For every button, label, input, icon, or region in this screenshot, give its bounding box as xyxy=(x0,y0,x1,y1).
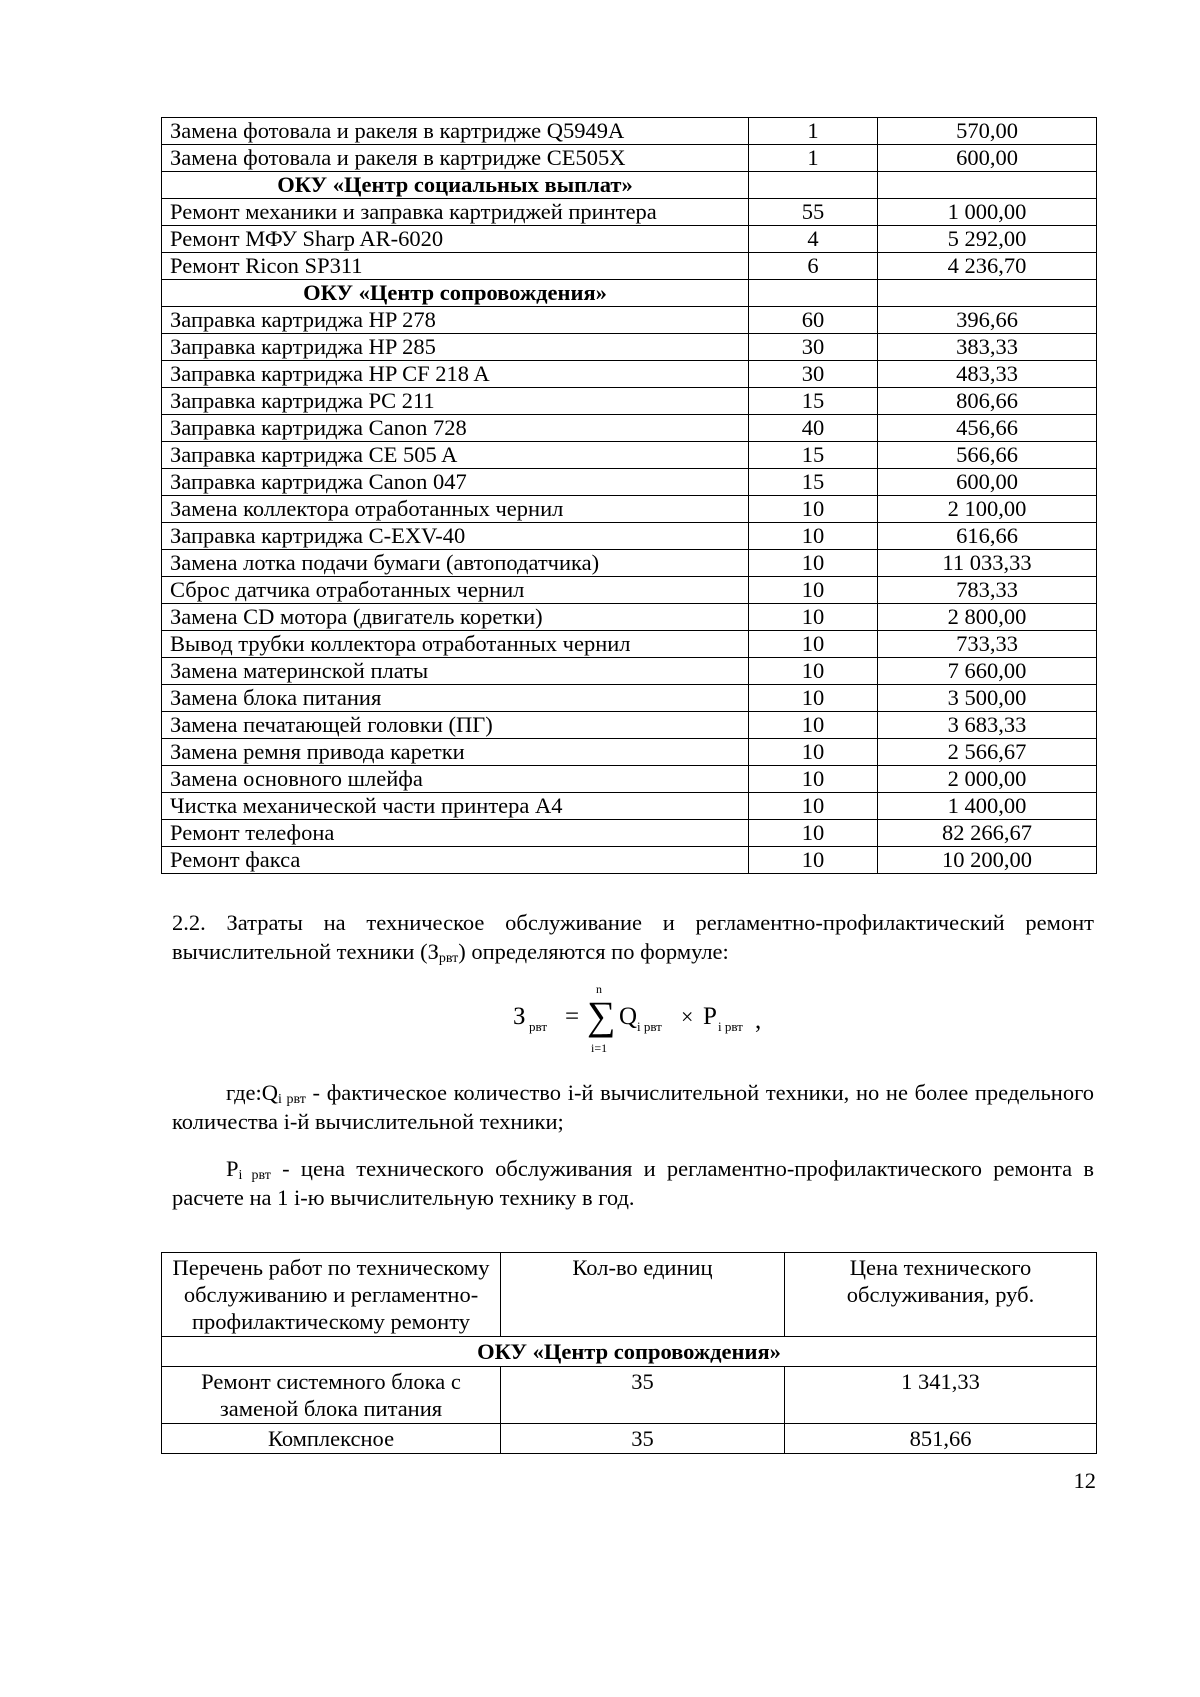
table-row xyxy=(162,307,1097,334)
price-cell: 783,33 xyxy=(878,577,1097,604)
qty-cell: 1 xyxy=(749,145,878,172)
price-cell: 456,66 xyxy=(878,415,1097,442)
table-row xyxy=(162,523,1097,550)
table-row xyxy=(162,577,1097,604)
qty-cell: 4 xyxy=(749,226,878,253)
price-cell xyxy=(878,280,1097,307)
qty-cell xyxy=(749,172,878,199)
name-cell: Замена CD мотора (двигатель коретки) xyxy=(162,604,749,631)
table-row xyxy=(162,550,1097,577)
price-cell: 3 500,00 xyxy=(878,685,1097,712)
table-row xyxy=(162,415,1097,442)
name-cell: Замена материнской платы xyxy=(162,658,749,685)
name-cell: Замена печатающей головки (ПГ) xyxy=(162,712,749,739)
services-price-table xyxy=(161,117,1097,874)
price-cell: 851,66 xyxy=(785,1424,1097,1454)
price-cell: 806,66 xyxy=(878,388,1097,415)
section-row xyxy=(162,172,1097,199)
table-row xyxy=(162,604,1097,631)
para-text: где:Q xyxy=(226,1080,279,1105)
qty-cell: 10 xyxy=(749,712,878,739)
formula-sum: ∑ xyxy=(587,993,616,1038)
name-cell: Замена коллектора отработанных чернил xyxy=(162,496,749,523)
name-cell: Замена ремня привода каретки xyxy=(162,739,749,766)
name-cell: Ремонт Ricon SP311 xyxy=(162,253,749,280)
qty-cell xyxy=(749,280,878,307)
name-cell: Заправка картриджа HP CF 218 A xyxy=(162,361,749,388)
qty-cell: 55 xyxy=(749,199,878,226)
qty-cell: 35 xyxy=(501,1367,785,1424)
formula-svg xyxy=(513,984,763,1056)
price-cell: 2 100,00 xyxy=(878,496,1097,523)
qty-cell: 10 xyxy=(749,739,878,766)
table-row xyxy=(162,658,1097,685)
table-row xyxy=(162,442,1097,469)
name-cell: Заправка картриджа C-EXV-40 xyxy=(162,523,749,550)
price-cell: 2 800,00 xyxy=(878,604,1097,631)
qty-cell: 10 xyxy=(749,793,878,820)
price-cell: 600,00 xyxy=(878,469,1097,496)
name-cell: Ремонт системного блока с заменой блока питания xyxy=(162,1367,501,1424)
price-cell: 7 660,00 xyxy=(878,658,1097,685)
price-cell: 3 683,33 xyxy=(878,712,1097,739)
price-cell: 11 033,33 xyxy=(878,550,1097,577)
price-cell: 2 566,67 xyxy=(878,739,1097,766)
formula-lhs: З xyxy=(513,1003,526,1030)
qty-cell: 30 xyxy=(749,361,878,388)
qty-cell: 10 xyxy=(749,523,878,550)
para-text: 2.2. Затраты на техническое обслуживание и регламентно-профилактический ремонт вычислительной техники (З xyxy=(172,910,1094,964)
formula-eq: = xyxy=(565,1003,580,1030)
qty-cell: 10 xyxy=(749,550,878,577)
qty-cell: 10 xyxy=(749,496,878,523)
subscript: i рвт xyxy=(238,1168,271,1183)
price-cell: 1 400,00 xyxy=(878,793,1097,820)
formula-sum-bottom: i=1 xyxy=(591,1041,608,1055)
table-row xyxy=(162,820,1097,847)
price-cell: 82 266,67 xyxy=(878,820,1097,847)
subscript: i рвт xyxy=(278,1092,306,1107)
formula-q-sub: i рвт xyxy=(637,1019,662,1034)
header-cell: Цена технического обслуживания, руб. xyxy=(785,1253,1097,1337)
qty-cell: 10 xyxy=(749,685,878,712)
maintenance-price-table xyxy=(161,1252,1097,1454)
name-cell: Чистка механической части принтера А4 xyxy=(162,793,749,820)
formula-p: P xyxy=(703,1003,717,1030)
price-cell: 616,66 xyxy=(878,523,1097,550)
formula-sum-top: n xyxy=(596,982,602,996)
subscript: рвт xyxy=(438,951,459,966)
price-cell: 5 292,00 xyxy=(878,226,1097,253)
qty-cell: 10 xyxy=(749,766,878,793)
price-cell: 1 000,00 xyxy=(878,199,1097,226)
qty-cell: 10 xyxy=(749,604,878,631)
name-cell: Замена фотовала и ракеля в картридже Q5949A xyxy=(162,118,749,145)
table-row xyxy=(162,469,1097,496)
qty-cell: 10 xyxy=(749,820,878,847)
name-cell: Заправка картриджа CE 505 A xyxy=(162,442,749,469)
name-cell: Замена блока питания xyxy=(162,685,749,712)
name-cell: Заправка картриджа HP 278 xyxy=(162,307,749,334)
qty-cell: 6 xyxy=(749,253,878,280)
section-row xyxy=(162,280,1097,307)
para-text: - фактическое количество i-й вычислительной техники, но не более предельного количества i-й вычислительной техники; xyxy=(172,1080,1094,1134)
table-row xyxy=(162,496,1097,523)
table-row xyxy=(162,766,1097,793)
para-text: - цена технического обслуживания и регламентно-профилактического ремонта в расчете на 1 i-ю вычислительную технику в год. xyxy=(172,1156,1094,1210)
price-cell: 483,33 xyxy=(878,361,1097,388)
name-cell: Ремонт механики и заправка картриджей принтера xyxy=(162,199,749,226)
page-content xyxy=(161,117,1096,1494)
qty-cell: 35 xyxy=(501,1424,785,1454)
paragraph-where-p xyxy=(172,1154,1094,1212)
price-cell: 1 341,33 xyxy=(785,1367,1097,1424)
page-number: 12 xyxy=(1073,1468,1096,1493)
qty-cell: 10 xyxy=(749,631,878,658)
para-text: ) определяются по формуле: xyxy=(458,939,729,964)
table-row xyxy=(162,739,1097,766)
price-cell: 10 200,00 xyxy=(878,847,1097,874)
price-cell: 396,66 xyxy=(878,307,1097,334)
formula-lhs-sub: рвт xyxy=(529,1019,547,1034)
table-row xyxy=(162,847,1097,874)
table-row xyxy=(162,199,1097,226)
section-cell: ОКУ «Центр социальных выплат» xyxy=(162,172,749,199)
table-row xyxy=(162,1367,1097,1424)
name-cell: Ремонт МФУ Sharp AR-6020 xyxy=(162,226,749,253)
table-row xyxy=(162,334,1097,361)
table-row xyxy=(162,226,1097,253)
section-cell: ОКУ «Центр сопровождения» xyxy=(162,280,749,307)
name-cell: Комплексное xyxy=(162,1424,501,1454)
qty-cell: 10 xyxy=(749,658,878,685)
section-row xyxy=(162,1337,1097,1367)
name-cell: Сброс датчика отработанных чернил xyxy=(162,577,749,604)
qty-cell: 15 xyxy=(749,442,878,469)
name-cell: Замена основного шлейфа xyxy=(162,766,749,793)
name-cell: Заправка картриджа HP 285 xyxy=(162,334,749,361)
table-row xyxy=(162,685,1097,712)
price-cell: 570,00 xyxy=(878,118,1097,145)
qty-cell: 30 xyxy=(749,334,878,361)
header-cell: Кол-во единиц xyxy=(501,1253,785,1337)
formula xyxy=(513,984,1096,1056)
qty-cell: 10 xyxy=(749,577,878,604)
table-row xyxy=(162,712,1097,739)
formula-q: Q xyxy=(619,1003,638,1030)
qty-cell: 10 xyxy=(749,847,878,874)
header-cell: Перечень работ по техническому обслуживанию и регламентно-профилактическому ремонту xyxy=(162,1253,501,1337)
qty-cell: 60 xyxy=(749,307,878,334)
name-cell: Заправка картриджа Canon 047 xyxy=(162,469,749,496)
table-row xyxy=(162,145,1097,172)
price-cell: 383,33 xyxy=(878,334,1097,361)
formula-comma: , xyxy=(755,1007,762,1034)
name-cell: Вывод трубки коллектора отработанных чернил xyxy=(162,631,749,658)
section-cell: ОКУ «Центр сопровождения» xyxy=(162,1337,1097,1367)
qty-cell: 15 xyxy=(749,469,878,496)
name-cell: Заправка картриджа Canon 728 xyxy=(162,415,749,442)
name-cell: Замена фотовала и ракеля в картридже CE505X xyxy=(162,145,749,172)
table-row xyxy=(162,631,1097,658)
paragraph-2-2 xyxy=(172,908,1094,966)
para-text: P xyxy=(226,1156,239,1181)
price-cell: 4 236,70 xyxy=(878,253,1097,280)
qty-cell: 40 xyxy=(749,415,878,442)
table-row xyxy=(162,253,1097,280)
price-cell: 566,66 xyxy=(878,442,1097,469)
name-cell: Замена лотка подачи бумаги (автоподатчика) xyxy=(162,550,749,577)
price-cell: 2 000,00 xyxy=(878,766,1097,793)
table-header-row xyxy=(162,1253,1097,1337)
paragraph-where-q xyxy=(172,1078,1094,1136)
table-row xyxy=(162,388,1097,415)
table-row xyxy=(162,793,1097,820)
name-cell: Заправка картриджа PC 211 xyxy=(162,388,749,415)
price-cell: 600,00 xyxy=(878,145,1097,172)
table-row xyxy=(162,118,1097,145)
name-cell: Ремонт факса xyxy=(162,847,749,874)
qty-cell: 1 xyxy=(749,118,878,145)
formula-p-sub: i рвт xyxy=(718,1019,743,1034)
table-row xyxy=(162,1424,1097,1454)
qty-cell: 15 xyxy=(749,388,878,415)
formula-times: × xyxy=(681,1004,694,1029)
price-cell: 733,33 xyxy=(878,631,1097,658)
table-row xyxy=(162,361,1097,388)
price-cell xyxy=(878,172,1097,199)
name-cell: Ремонт телефона xyxy=(162,820,749,847)
